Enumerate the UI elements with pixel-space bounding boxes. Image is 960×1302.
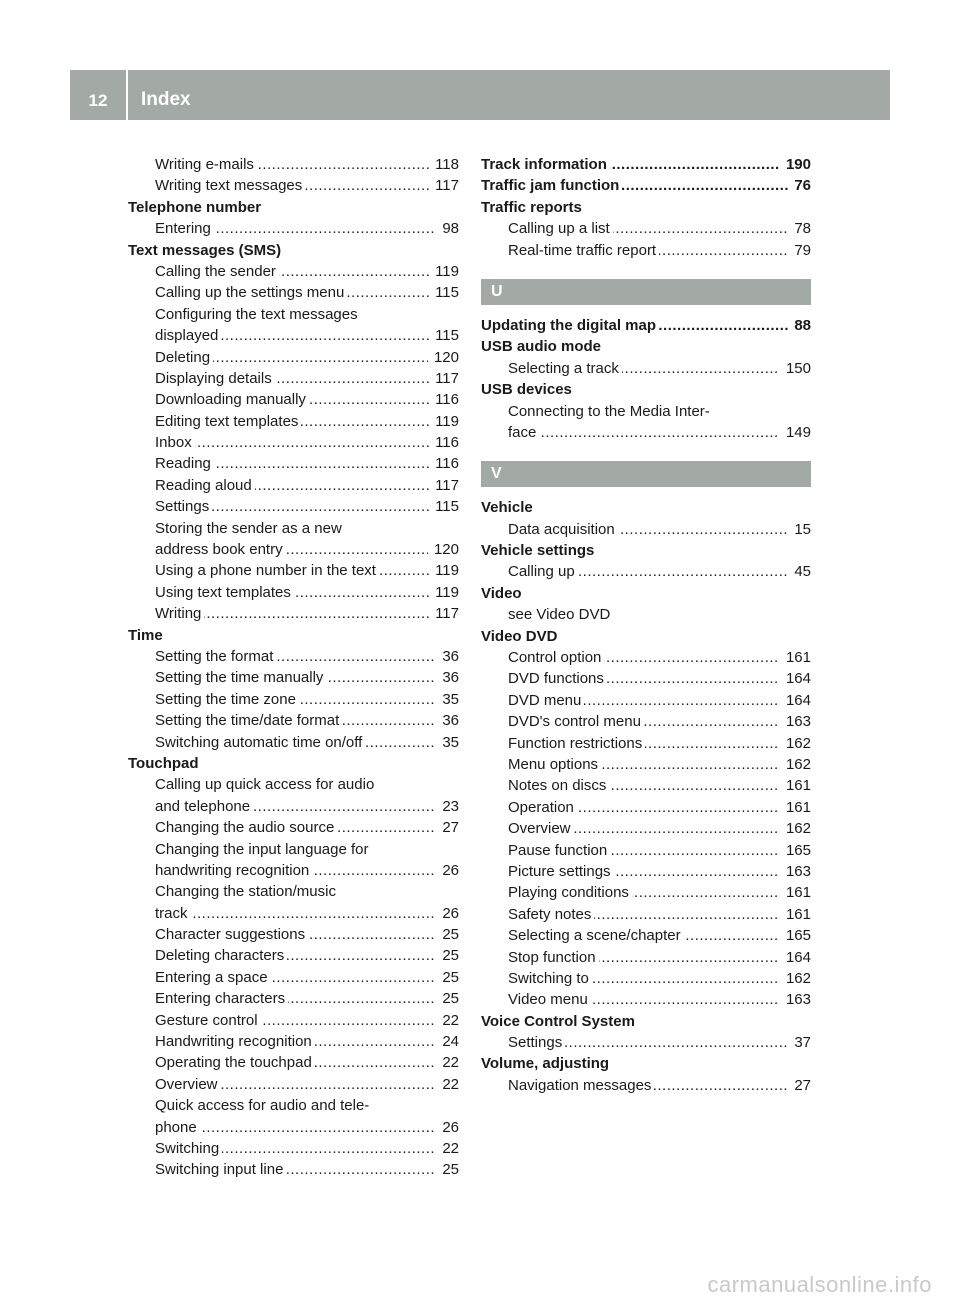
index-entry	[481, 240, 811, 261]
index-heading	[481, 497, 811, 518]
page-reference: 35	[436, 732, 459, 753]
entry-text: Setting the time/date format	[155, 712, 342, 729]
entry-text: Inbox	[155, 434, 195, 451]
index-entry	[128, 967, 459, 988]
index-entry	[128, 689, 459, 710]
header-divider	[126, 70, 128, 120]
page-reference: 98	[436, 218, 459, 239]
index-heading	[481, 315, 811, 336]
index-entry	[128, 667, 459, 688]
index-entry	[481, 840, 811, 861]
entry-text: Entering	[155, 220, 214, 237]
entry-text: Safety notes	[508, 906, 594, 923]
page-reference: 26	[436, 860, 459, 881]
entry-text: Gesture control	[155, 1012, 261, 1029]
entry-text: Changing the input language for	[155, 841, 372, 858]
index-column-left	[128, 154, 459, 1181]
index-entry	[128, 475, 459, 496]
entry-text: displayed	[155, 327, 221, 344]
index-entry	[128, 218, 459, 239]
page-reference: 15	[788, 519, 811, 540]
entry-text: and telephone	[155, 798, 253, 815]
page-reference: 119	[429, 582, 459, 603]
page-reference: 162	[780, 968, 811, 989]
page-reference: 22	[436, 1010, 459, 1031]
index-heading	[128, 240, 459, 261]
entry-text: track	[155, 905, 191, 922]
entry-text: Changing the audio source	[155, 819, 337, 836]
entry-text: Navigation messages	[508, 1077, 654, 1094]
page-reference: 120	[428, 347, 459, 368]
page-reference: 115	[429, 496, 459, 517]
entry-text: Text messages (SMS)	[128, 242, 284, 259]
page-reference: 117	[429, 475, 459, 496]
index-entry	[128, 732, 459, 753]
entry-text: Connecting to the Media Inter-	[508, 403, 713, 420]
page-reference: 119	[429, 560, 459, 581]
index-entry	[128, 988, 459, 1009]
index-entry	[481, 733, 811, 754]
page-reference: 36	[436, 710, 459, 731]
entry-text: Switching automatic time on/off	[155, 734, 365, 751]
index-entry	[128, 432, 459, 453]
index-entry	[481, 989, 811, 1010]
index-heading	[481, 175, 811, 196]
page-reference: 150	[780, 358, 811, 379]
page-reference: 117	[429, 603, 459, 624]
index-entry	[481, 711, 811, 732]
entry-text: USB audio mode	[481, 338, 604, 355]
index-entry	[128, 518, 459, 539]
index-entry	[128, 796, 459, 817]
entry-text: handwriting recognition	[155, 862, 312, 879]
index-entry	[128, 1010, 459, 1031]
entry-text: Control option	[508, 649, 604, 666]
entry-text: Stop function	[508, 949, 599, 966]
index-entry	[128, 924, 459, 945]
entry-text: Selecting a track	[508, 360, 622, 377]
entry-text: Deleting characters	[155, 947, 287, 964]
index-entry	[128, 154, 459, 175]
page-reference: 161	[780, 882, 811, 903]
entry-text: Volume, adjusting	[481, 1055, 612, 1072]
page-reference: 45	[788, 561, 811, 582]
index-entry	[481, 797, 811, 818]
entry-text: Deleting	[155, 349, 213, 366]
index-heading	[128, 753, 459, 774]
index-heading	[481, 1053, 811, 1074]
index-entry	[481, 947, 811, 968]
entry-text: Switching to	[508, 970, 592, 987]
index-entry	[481, 218, 811, 239]
index-entry	[481, 422, 811, 443]
entry-text: Voice Control System	[481, 1013, 638, 1030]
entry-text: DVD's control menu	[508, 713, 644, 730]
entry-text: Vehicle	[481, 499, 536, 516]
index-entry	[128, 1031, 459, 1052]
entry-text: Displaying details	[155, 370, 275, 387]
index-heading	[128, 625, 459, 646]
entry-text: Video menu	[508, 991, 591, 1008]
watermark: carmanualsonline.info	[707, 1272, 932, 1297]
entry-text: Overview	[155, 1076, 221, 1093]
index-entry	[481, 818, 811, 839]
entry-text: Touchpad	[128, 755, 202, 772]
entry-text: Updating the digital map	[481, 317, 659, 334]
index-entry	[481, 904, 811, 925]
page-reference: 162	[780, 818, 811, 839]
page-reference: 116	[429, 432, 459, 453]
page-reference: 161	[780, 797, 811, 818]
index-heading	[481, 154, 811, 175]
index-entry	[128, 1052, 459, 1073]
entry-text: Editing text templates	[155, 413, 301, 430]
page-reference: 76	[788, 175, 811, 196]
index-entry	[481, 925, 811, 946]
page-reference: 115	[429, 325, 459, 346]
index-entry	[481, 861, 811, 882]
entry-text: Quick access for audio and tele-	[155, 1097, 372, 1114]
entry-text: Picture settings	[508, 863, 614, 880]
index-entry	[128, 539, 459, 560]
entry-text: Settings	[155, 498, 212, 515]
entry-text: Selecting a scene/chapter	[508, 927, 684, 944]
entry-text: Storing the sender as a new	[155, 520, 345, 537]
index-entry	[481, 604, 811, 625]
page-reference: 164	[780, 690, 811, 711]
page-reference: 163	[780, 861, 811, 882]
entry-text: Setting the time manually	[155, 669, 326, 686]
index-entry	[481, 775, 811, 796]
index-entry	[128, 496, 459, 517]
entry-text: Calling up the settings menu	[155, 284, 347, 301]
index-heading	[481, 379, 811, 400]
page-reference: 25	[436, 1159, 459, 1180]
entry-text: DVD functions	[508, 670, 607, 687]
page-reference: 25	[436, 945, 459, 966]
index-entry	[481, 1032, 811, 1053]
index-entry	[128, 1159, 459, 1180]
page-reference: 164	[780, 947, 811, 968]
page-reference: 116	[429, 389, 459, 410]
entry-text: Entering a space	[155, 969, 271, 986]
index-entry	[128, 881, 459, 902]
page-reference: 149	[780, 422, 811, 443]
page-reference: 165	[780, 925, 811, 946]
index-heading	[481, 583, 811, 604]
section-letter-v: V	[481, 461, 811, 487]
entry-text: Calling up quick access for audio	[155, 776, 377, 793]
entry-text: Traffic reports	[481, 199, 585, 216]
entry-text: Overview	[508, 820, 574, 837]
entry-text: Track information	[481, 156, 610, 173]
page-reference: 27	[436, 817, 459, 838]
page-reference: 165	[780, 840, 811, 861]
index-entry	[128, 1117, 459, 1138]
entry-text: Telephone number	[128, 199, 264, 216]
entry-text: Notes on discs	[508, 777, 609, 794]
index-entry	[128, 646, 459, 667]
page-reference: 162	[780, 733, 811, 754]
page-reference: 161	[780, 904, 811, 925]
page-reference: 119	[429, 411, 459, 432]
index-entry	[481, 690, 811, 711]
index-heading	[481, 1011, 811, 1032]
entry-text: Reading	[155, 455, 214, 472]
index-entry	[128, 774, 459, 795]
entry-text: Operation	[508, 799, 577, 816]
page-reference: 26	[436, 903, 459, 924]
entry-text: Operating the touchpad	[155, 1054, 315, 1071]
entry-text: Calling up	[508, 563, 578, 580]
index-entry	[481, 561, 811, 582]
entry-text: Video DVD	[481, 628, 560, 645]
page-reference: 115	[429, 282, 459, 303]
index-entry	[128, 710, 459, 731]
page-reference: 24	[436, 1031, 459, 1052]
index-entry	[128, 325, 459, 346]
index-entry	[128, 1095, 459, 1116]
index-entry	[128, 175, 459, 196]
page-reference: 25	[436, 988, 459, 1009]
entry-text: Writing	[155, 605, 204, 622]
page-reference: 25	[436, 924, 459, 945]
page-reference: 25	[436, 967, 459, 988]
page-reference: 36	[436, 667, 459, 688]
section-letter-u: U	[481, 279, 811, 305]
page-reference: 22	[436, 1052, 459, 1073]
index-entry	[128, 1138, 459, 1159]
entry-text: Switching	[155, 1140, 222, 1157]
index-entry	[128, 389, 459, 410]
page-reference: 116	[429, 453, 459, 474]
entry-text: Character suggestions	[155, 926, 308, 943]
page-reference: 120	[428, 539, 459, 560]
entry-text: Vehicle settings	[481, 542, 597, 559]
entry-text: Entering characters	[155, 990, 288, 1007]
index-entry	[128, 411, 459, 432]
index-entry	[481, 968, 811, 989]
index-entry	[128, 261, 459, 282]
entry-text: phone	[155, 1119, 200, 1136]
page-reference: 164	[780, 668, 811, 689]
entry-text: Pause function	[508, 842, 610, 859]
entry-text: address book entry	[155, 541, 286, 558]
entry-text: Downloading manually	[155, 391, 309, 408]
index-entry	[128, 304, 459, 325]
index-entry	[481, 647, 811, 668]
page-reference: 190	[780, 154, 811, 175]
index-entry	[128, 945, 459, 966]
index-entry	[128, 603, 459, 624]
entry-text: see Video DVD	[508, 606, 613, 623]
entry-text: Calling up a list	[508, 220, 613, 237]
index-entry	[128, 453, 459, 474]
page-reference: 36	[436, 646, 459, 667]
index-entry	[128, 582, 459, 603]
index-entry	[128, 860, 459, 881]
page-reference: 119	[429, 261, 459, 282]
entry-text: face	[508, 424, 539, 441]
page-reference: 37	[788, 1032, 811, 1053]
page-reference: 161	[780, 775, 811, 796]
entry-text: Using a phone number in the text	[155, 562, 379, 579]
page-reference: 35	[436, 689, 459, 710]
index-entry	[128, 839, 459, 860]
page-number: 12	[88, 91, 108, 110]
index-entry	[481, 519, 811, 540]
index-heading	[128, 197, 459, 218]
page-reference: 22	[436, 1074, 459, 1095]
page-reference: 161	[780, 647, 811, 668]
entry-text: Traffic jam function	[481, 177, 622, 194]
page-reference: 88	[788, 315, 811, 336]
entry-text: Calling the sender	[155, 263, 279, 280]
entry-text: Reading aloud	[155, 477, 255, 494]
page-header	[70, 70, 890, 120]
page-reference: 163	[780, 989, 811, 1010]
entry-text: Writing e-mails	[155, 156, 257, 173]
page-reference: 22	[436, 1138, 459, 1159]
index-entry	[128, 1074, 459, 1095]
entry-text: DVD menu	[508, 692, 584, 709]
entry-text: Menu options	[508, 756, 601, 773]
index-entry	[481, 358, 811, 379]
index-entry	[128, 282, 459, 303]
index-entry	[481, 668, 811, 689]
entry-text: Switching input line	[155, 1161, 286, 1178]
entry-text: Configuring the text messages	[155, 306, 361, 323]
index-entry	[128, 903, 459, 924]
index-heading	[481, 540, 811, 561]
page-reference: 117	[429, 368, 459, 389]
page-reference: 162	[780, 754, 811, 775]
index-entry	[481, 882, 811, 903]
index-heading	[481, 336, 811, 357]
entry-text: Function restrictions	[508, 735, 645, 752]
page-reference: 79	[788, 240, 811, 261]
index-entry	[128, 560, 459, 581]
entry-text: Video	[481, 585, 525, 602]
entry-text: Setting the format	[155, 648, 276, 665]
entry-text: Time	[128, 627, 166, 644]
page-reference: 23	[436, 796, 459, 817]
entry-text: Playing conditions	[508, 884, 632, 901]
index-entry	[481, 1075, 811, 1096]
index-heading	[481, 626, 811, 647]
entry-text: Setting the time zone	[155, 691, 299, 708]
entry-text: Writing text messages	[155, 177, 305, 194]
entry-text: Real-time traffic report	[508, 242, 659, 259]
entry-text: USB devices	[481, 381, 575, 398]
page-reference: 117	[429, 175, 459, 196]
page-reference: 163	[780, 711, 811, 732]
page-reference: 26	[436, 1117, 459, 1138]
index-column-right	[481, 154, 811, 1096]
page-title: Index	[141, 89, 191, 110]
entry-text: Changing the station/music	[155, 883, 339, 900]
entry-text: Handwriting recognition	[155, 1033, 315, 1050]
page-reference: 118	[429, 154, 459, 175]
index-entry	[128, 347, 459, 368]
index-entry	[128, 368, 459, 389]
index-heading	[481, 197, 811, 218]
page-reference: 27	[788, 1075, 811, 1096]
entry-text: Data acquisition	[508, 521, 618, 538]
entry-text: Using text templates	[155, 584, 294, 601]
index-entry	[481, 754, 811, 775]
page-reference: 78	[788, 218, 811, 239]
entry-text: Settings	[508, 1034, 565, 1051]
index-entry	[481, 401, 811, 422]
index-entry	[128, 817, 459, 838]
